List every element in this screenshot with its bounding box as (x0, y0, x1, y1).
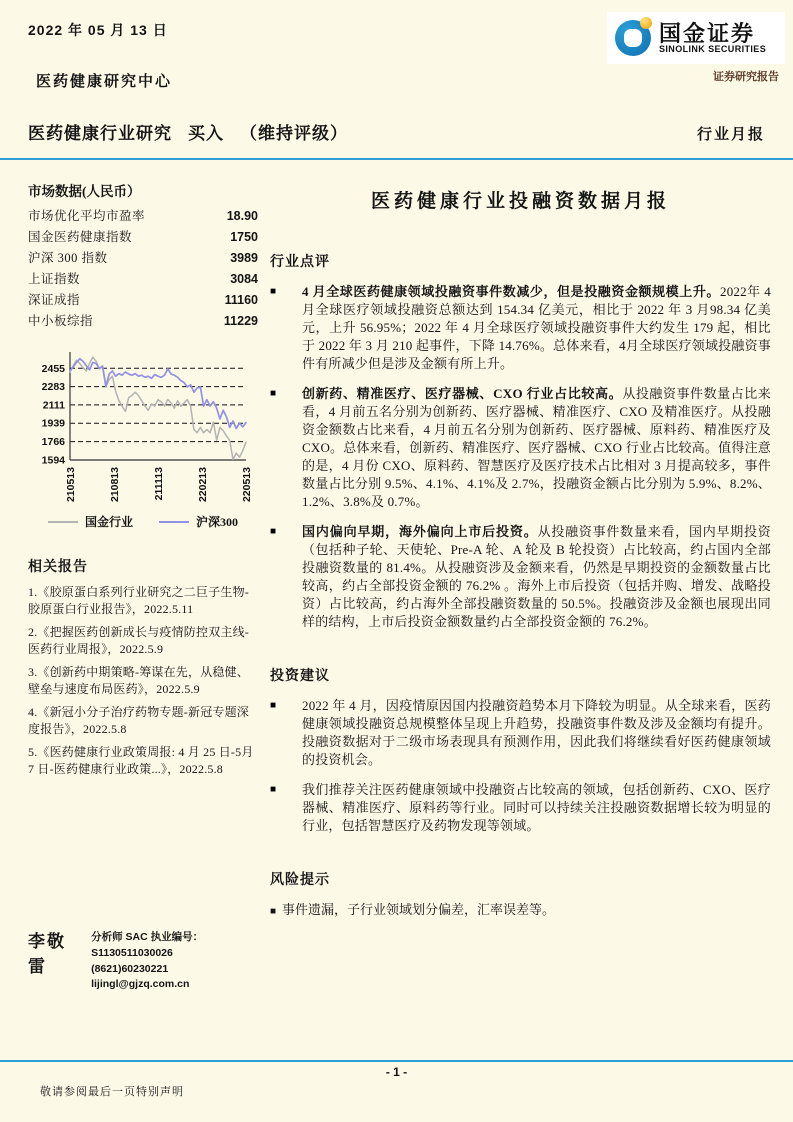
row-value: 11229 (223, 314, 258, 328)
row-value: 11160 (224, 293, 258, 307)
related-reports-title: 相关报告 (28, 560, 88, 575)
row-label: 上证指数 (28, 272, 81, 286)
table-row (28, 206, 258, 227)
bullet-square-icon: ■ (270, 526, 277, 537)
list-item: 5.《医药健康行业政策周报: 4 月 25 日-5月 7 日-医药健康行业政策...》，2022.5.8 (28, 745, 254, 776)
market-data-title: 市场数据(人民币） (28, 184, 141, 199)
section-heading-risk: 风险提示 (270, 873, 330, 888)
svg-text:2111: 2111 (42, 399, 65, 412)
bullet-lead: 创新药、精准医疗、医疗器械、CXO 行业占比较高。 (302, 386, 623, 401)
footer-disclaimer: 敬请参阅最后一页特别声明 (40, 1086, 184, 1098)
main-content (0, 160, 793, 993)
brand-name-cn: 国金证券 (659, 20, 756, 46)
svg-text:220213: 220213 (197, 467, 209, 503)
rating-badge: 买入 (188, 124, 224, 143)
bullet-body: 从投融资事件数量占比来看，4 月前五名分别为创新药、医疗器械、精准医疗、CXO 及精准医疗。从投融资金额数占比来看，4 月前五名分别为创新药、医疗器械、原料药、精准医疗及 CXO。总体来看，创新药、精准医疗、医疗器械、CXO 行业占比较高。值得注意的是，4 月份 CXO、原料药、智慧医疗及医疗技术占比相对 3 月提高较多，事件数量占比分别 9.5%、4.1%、4.1%及 2.7%，投融资金额占比分别为 5.9%、8.2%、1.2%、3.8%及 0.7%。 (302, 386, 771, 509)
logo-square (624, 29, 642, 47)
analyst-phone: (8621)60230221 (91, 962, 169, 975)
bullet-paragraph (270, 697, 771, 769)
rating-note: （维持评级） (240, 124, 348, 143)
logo-gold-ball (640, 17, 652, 29)
section-heading-investment-advice: 投资建议 (270, 669, 330, 684)
row-value: 1750 (230, 230, 258, 244)
svg-text:220513: 220513 (241, 467, 253, 503)
row-label: 深证成指 (28, 293, 81, 307)
svg-text:210813: 210813 (109, 467, 121, 503)
left-sidebar (28, 160, 258, 993)
page-title: 医药健康行业投融资数据月报 (370, 191, 670, 212)
bullet-paragraph (270, 283, 771, 373)
analyst-info (91, 927, 258, 993)
svg-text:2455: 2455 (41, 362, 65, 375)
bullet-square-icon: ■ (270, 388, 277, 399)
bullet-paragraph (270, 523, 771, 631)
row-value: 3084 (230, 272, 258, 286)
chart-legend (28, 513, 258, 530)
legend-swatch-blue (159, 521, 189, 523)
table-row (28, 227, 258, 248)
table-row (28, 269, 258, 290)
analyst-block (28, 927, 258, 993)
row-label: 沪深 300 指数 (28, 251, 108, 265)
bullet-square-icon: ■ (270, 700, 277, 711)
related-reports-list (28, 584, 258, 777)
research-center: 医药健康研究中心 (36, 74, 173, 90)
industry-title-line (28, 119, 348, 144)
bullet-body: 2022年 4 月全球医疗领域投融资总额达到 154.34 亿美元，相比于 2022 年 3 月98.34 亿美元，上升 56.95%；2022 年 4 月全球医疗领域投融资事件大约发生 179 起，相比于 2022 年 3 月 210 起事件，下降 14.76%。总体来看，4月全球医疗领域投融资事件有所减少但是涉及金额有所上升。 (302, 284, 771, 371)
legend-item (48, 513, 133, 530)
list-item: 3.《创新药中期策略-筹谋在先，从稳健、壁垒与速度布局医药》，2022.5.9 (28, 665, 249, 696)
row-value: 18.90 (226, 209, 258, 223)
risk-bullet (270, 901, 771, 921)
svg-text:1594: 1594 (41, 454, 65, 467)
page-footer (0, 1060, 793, 1099)
page-header (0, 0, 793, 160)
index-line-chart (28, 348, 258, 530)
legend-label: 沪深300 (196, 515, 239, 529)
bullet-paragraph (270, 781, 771, 835)
row-label: 中小板综指 (28, 314, 94, 328)
page-number: - 1 - (385, 1065, 408, 1079)
report-type-label: 证券研究报告 (713, 71, 779, 83)
bullet-body: 2022 年 4 月，因疫情原因国内投融资趋势本月下降较为明显。从全球来看，医药健康领域投融资总规模整体呈现上升趋势，投融资事件数及涉及金额均有提升。投融资数据对于二级市场表现具有预测作用，因此我们将继续看好医药健康领域的投资机会。 (302, 698, 771, 767)
sinolink-logo-icon (615, 20, 651, 56)
legend-label: 国金行业 (84, 515, 133, 529)
analyst-name: 李敬雷 (28, 932, 66, 976)
report-body (258, 160, 771, 993)
bullet-body: 事件遗漏，子行业领域划分偏差，汇率误差等。 (282, 902, 556, 917)
brand-name-en: SINOLINK SECURITIES (659, 43, 767, 54)
brand-logo (607, 12, 785, 64)
report-category: 行业月报 (696, 127, 765, 143)
bullet-paragraph (270, 385, 771, 511)
list-item: 1.《胶原蛋白系列行业研究之二巨子生物-胶原蛋白行业报告》，2022.5.11 (28, 585, 249, 616)
bullet-body: 从投融资事件数量来看，国内早期投资（包括种子轮、天使轮、Pre-A 轮、A 轮及 B 轮投资）占比较高，约占国内全部投融资数量的 81.4%。从投融资涉及金额来看，仍然是早期投资的金额数量占比较高，约占全部投资金额的 76.2% 。海外上市后投资（包括并购、增发、战略投资）占比较高，约占海外全部投融资数量的 50.5%。投融资涉及金额也展现出同样的结构，上市后投资金额数量约占全部投资金额的 76.2%。 (302, 524, 771, 629)
bullet-square-icon: ■ (270, 784, 277, 795)
svg-text:1766: 1766 (41, 436, 65, 449)
bullet-lead: 国内偏向早期，海外偏向上市后投资。 (302, 524, 538, 539)
list-item: 4.《新冠小分子治疗药物专题-新冠专题深度报告》，2022.5.8 (28, 705, 249, 736)
section-heading-industry-comment: 行业点评 (270, 255, 330, 270)
bullet-square-icon: ■ (270, 906, 277, 917)
row-label: 市场优化平均市盈率 (28, 209, 146, 223)
bullet-body: 我们推荐关注医药健康领域中投融资占比较高的领域，包括创新药、CXO、医疗器械、精准医疗、原料药等行业。同时可以持续关注投融资数据增长较为明显的行业，包括智慧医疗及药物发现等领域。 (302, 782, 771, 833)
bullet-square-icon: ■ (270, 286, 277, 297)
analyst-cert: 分析师 SAC 执业编号：S1130511030026 (91, 931, 204, 959)
analyst-email: lijingl@gjzq.com.cn (91, 978, 190, 991)
row-label: 国金医药健康指数 (28, 230, 133, 244)
chart-canvas (28, 348, 254, 508)
bullet-lead: 4 月全球医药健康领域投融资事件数减少，但是投融资金额规模上升。 (302, 284, 720, 299)
table-row (28, 248, 258, 269)
market-data-table (28, 206, 258, 332)
table-row (28, 290, 258, 311)
report-date: 2022 年 05 月 13 日 (28, 22, 168, 38)
legend-swatch-gray (48, 521, 78, 523)
legend-item (159, 513, 238, 530)
header-title-row (28, 119, 765, 144)
industry-title: 医药健康行业研究 (28, 124, 172, 143)
svg-text:211113: 211113 (153, 467, 165, 501)
table-row (28, 311, 258, 332)
svg-text:1939: 1939 (41, 417, 65, 430)
row-value: 3989 (230, 251, 258, 265)
svg-text:210513: 210513 (65, 467, 77, 503)
svg-text:2283: 2283 (41, 381, 65, 394)
list-item: 2.《把握医药创新成长与疫情防控双主线-医药行业周报》，2022.5.9 (28, 625, 249, 656)
brand-text (659, 22, 766, 55)
